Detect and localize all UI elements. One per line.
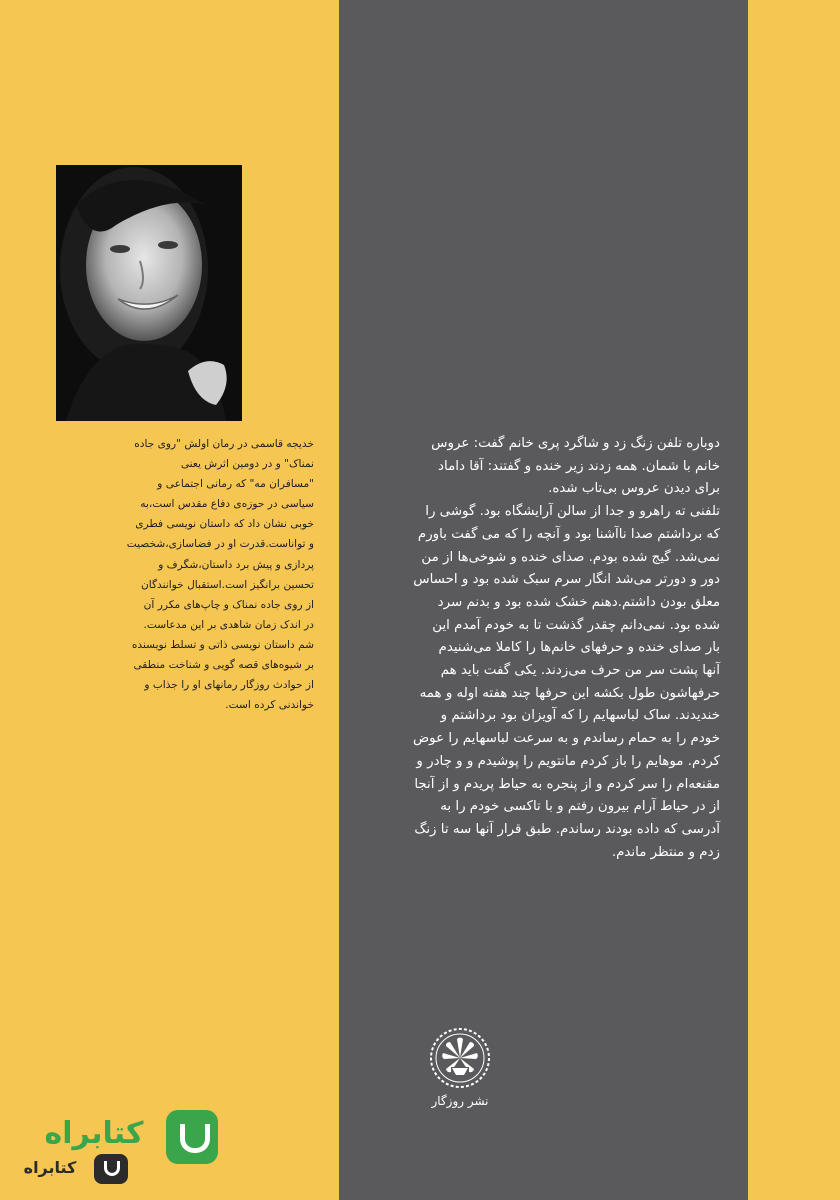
excerpt-line: برای دیدن عروس بی‌تاب شده.: [548, 481, 720, 497]
bio-line: از روی جاده نمناک و چاپ‌های مکرر آن: [143, 598, 314, 611]
book-excerpt: [352, 433, 720, 864]
excerpt-line: بار صدای خنده و حرفهای خانم‌ها را کاملا می‌شنیدم: [438, 640, 720, 656]
excerpt-line: که برداشتم صدا ناآشنا بود و آنچه را که می گفت باورم: [417, 526, 720, 542]
bio-line: از حوادث روزگار رمانهای او را جذاب و: [144, 679, 314, 692]
excerpt-line: خانم با شمان. همه زدند زیر خنده و گفتند: آقا داماد: [438, 458, 720, 474]
excerpt-line: آنها پشت سر من حرف می‌زدند. یکی گفت باید هم: [440, 663, 720, 679]
excerpt-line: دور و دورتر می‌شد انگار سرم سبک شده بود و احساس: [413, 572, 720, 588]
watermark-brand-text-small: کتابراه: [23, 1158, 77, 1177]
watermark-ketabrah-small: [10, 1152, 134, 1186]
excerpt-line: تلفنی ته راهرو و جدا از سالن آرایشگاه بود. گوشی را: [425, 504, 720, 520]
bio-line: "مسافران مه" که رمانی اجتماعی و: [157, 478, 314, 491]
ketabrah-logo-small-icon: [94, 1154, 128, 1184]
bio-line: بر شیوه‌های قصه گویی و شناخت منطقی: [133, 659, 314, 672]
excerpt-line: زدم و منتظر ماندم.: [611, 844, 720, 860]
excerpt-line: از در حیاط آرام بیرون رفتم و با تاکسی خودم را به: [440, 799, 720, 815]
bio-line: در اندک زمان شاهدی بر این مدعاست.: [143, 618, 314, 631]
bio-line: نمناک" و در دومین اثرش یعنی: [180, 458, 314, 471]
watermark-brand-text: کتابراه: [44, 1116, 144, 1151]
excerpt-line: مقنعه‌ام را سر کردم و از پنجره به حیاط پریدم و از آنجا: [414, 776, 720, 792]
excerpt-line: نمی‌شد. گیج شده بودم. صدای خنده و شوخی‌ها از من: [421, 549, 720, 565]
excerpt-line: دوباره تلفن زنگ زد و شاگرد پری خانم گفت: عروس: [431, 436, 720, 451]
excerpt-line: شده بود. نمی‌دانم چقدر گذشت تا به خودم آمدم این: [432, 617, 720, 633]
excerpt-line: خندیدند. ساک لباسهایم را که آویزان بود برداشتم و: [440, 708, 720, 724]
bio-line: خدیجه قاسمی در رمان اولش "روی جاده: [134, 438, 314, 450]
excerpt-line: آدرسی که داده بودند رساندم. طبق قرار آنها سه تا زنگ: [414, 821, 720, 837]
bio-line: پردازی و پیش برد داستان،شگرف و: [158, 558, 314, 571]
bio-line: سیاسی در حوزه‌ی دفاع مقدس است،به: [140, 498, 314, 511]
publisher-name: نشر روزگار: [431, 1094, 489, 1108]
bio-line: شم داستان نویسی ذاتی و تسلط نویسنده: [131, 638, 314, 651]
publisher-emblem-icon: [429, 1027, 491, 1089]
excerpt-line: خودم را به حمام رساندم و به سرعت لباسهایم را عوض: [412, 731, 720, 747]
excerpt-line: حرفهاشون طول بکشه این حرفها چند هفته اوله و همه: [419, 685, 720, 701]
author-bio: [126, 434, 314, 715]
excerpt-line: معلق بودن داشتم.دهنم خشک شده بود و بدنم سرد: [437, 594, 720, 610]
excerpt-line: کردم. موهایم را باز کردم مانتویم را پوشیدم و و چادر و: [416, 753, 720, 769]
bio-line: خواندنی کرده است.: [225, 699, 314, 712]
bio-line: و تواناست.قدرت او در فضاسازی،شخصیت: [126, 538, 314, 551]
author-portrait-image: [56, 165, 242, 421]
ketabrah-logo-icon: [166, 1110, 218, 1164]
bio-line: خوبی نشان داد که داستان نویسی فطری: [135, 518, 314, 531]
author-photo: [56, 165, 242, 421]
bio-line: تحسین برانگیز است.استقبال خوانندگان: [141, 578, 314, 591]
